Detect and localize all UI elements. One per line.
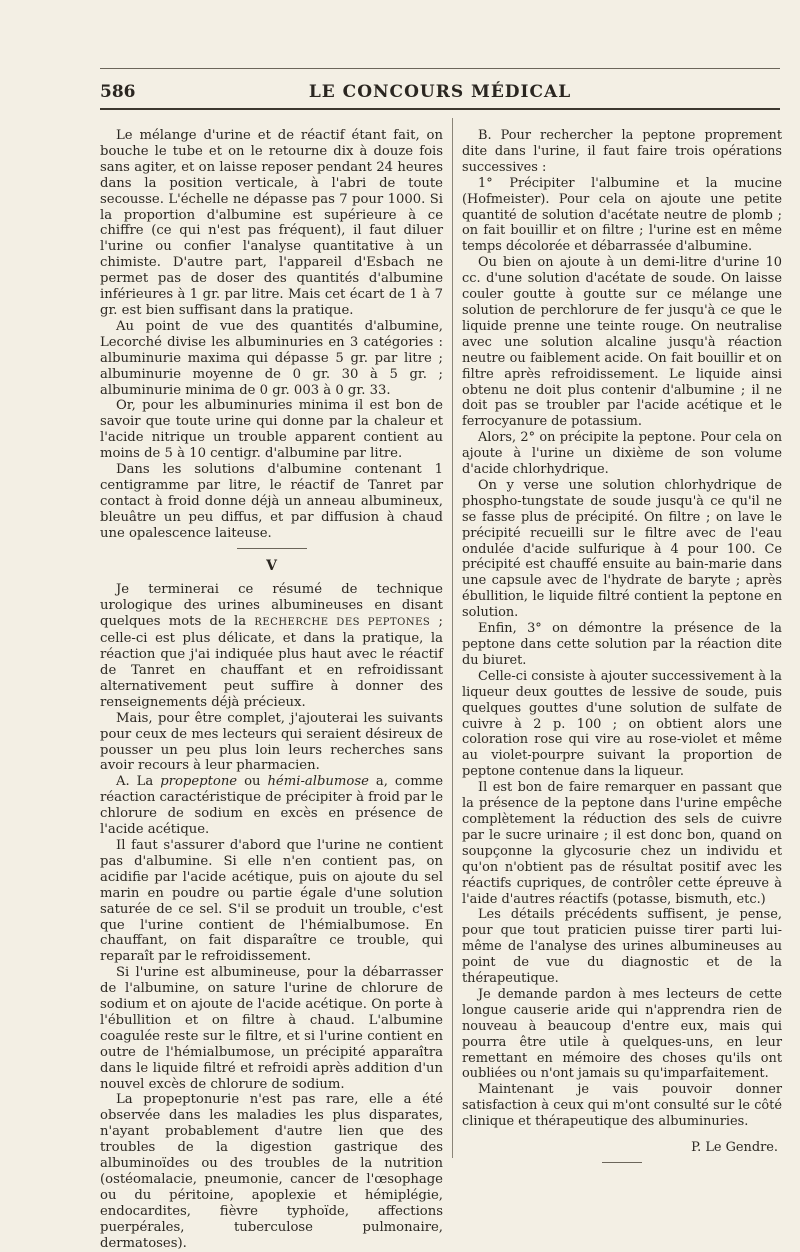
page-number: 586 [100,82,136,102]
header-rule [100,108,780,110]
paragraph: Au point de vue des quantités d'albumine, Lecorché divise les albuminuries en 3 catégories : albuminurie maxima qui dépasse 5 gr. par litre ; albuminurie moyenne de 0 gr. 30 à 5 gr. ; albuminurie minima de 0 gr. 003 à 0 gr. 33. [100,318,443,398]
paragraph: La propeptonurie n'est pas rare, elle a été observée dans les maladies les plus disparates, n'ayant probablement d'autre lien que des troubles de la digestion gastrique des albuminoïdes ou des troubles de la nutrition (ostéomalacie, pneumonie, cancer de l'œsophage ou du péritoine, apoplexie et hémiplégie, endocardites, fièvre typhoïde, affections puerpérales, tuberculose pulmonaire, dermatoses). [100,1092,443,1251]
paragraph: 1° Précipiter l'albumine et la mucine (Hofmeister). Pour cela on ajoute une petite quantité de solution d'acétate neutre de plomb ; on fait bouillir et on filtre ; l'urine est en même temps décolorée et débarrassée d'albumine. [462,175,782,255]
section-divider [237,548,307,549]
top-rule [100,68,780,69]
paragraph: B. Pour rechercher la peptone proprement dite dans l'urine, il faut faire trois opérations successives : [462,128,782,175]
paragraph: Le mélange d'urine et de réactif étant fait, on bouche le tube et on le retourne dix à douze fois sans agiter, et on laisse reposer pendant 24 heures dans la position verticale, à l'abri de toute secousse. L'échelle ne dépasse pas 7 pour 1000. Si la proportion d'albumine est supérieure à ce chiffre (ce qui n'est pas fréquent), il faut diluer l'urine ou confier l'analyse quantitative à un chimiste. D'autre part, l'appareil d'Esbach ne permet pas de doser des quantités d'albumine inférieures à 1 gr. par litre. Mais cet écart de 1 à 7 gr. est bien suffisant dans la pratique. [100,128,443,318]
paragraph: Il est bon de faire remarquer en passant que la présence de la peptone dans l'urine empêche complètement la réduction des sels de cuivre par le sucre urinaire ; il est donc bon, quand on soupçonne la glycosurie chez un individu et qu'on n'obtient pas de résultat positif avec les réactifs cupriques, de contrôler cette épreuve à l'aide d'autres réactifs (potasse, bismuth, etc.) [462,780,782,907]
paragraph: On y verse une solution chlorhydrique de phospho-tungstate de soude jusqu'à ce qu'il ne se fasse plus de précipité. On filtre ; on lave le précipité recueilli sur le filtre avec de l'eau ondulée d'acide sulfurique à 4 pour 100. Ce précipité est chauffé ensuite au bain-marie dans une capsule avec de l'hydrate de baryte ; après ébullition, le liquide filtré contient la peptone en solution. [462,477,782,621]
paragraph [100,582,443,710]
column-divider [452,118,453,1158]
left-column [100,128,443,1252]
paragraph: Les détails précédents suffisent, je pense, pour que tout praticien puisse tirer parti lui-même de l'analyse des urines albumineuses au point de vue du diagnostic et de la thérapeutique. [462,907,782,987]
paragraph: Dans les solutions d'albumine contenant 1 centigramme par litre, le réactif de Tanret par contact à froid donne déjà un anneau albumineux, bleuâtre un peu diffus, et par diffusion à chaud une opalescence laiteuse. [100,462,443,541]
section-number: V [266,557,277,574]
text-run: Je terminerai ce résumé de technique urologique des urines albumineuses en disant quelques mots de la [100,582,443,630]
text-run: a, comme réaction caractéristique de précipiter à froid par le chlorure de sodium en excès en présence de l'acide acétique. [100,774,444,838]
end-rule [602,1162,642,1163]
journal-title: LE CONCOURS MÉDICAL [308,82,572,102]
paragraph: Il faut s'assurer d'abord que l'urine ne contient pas d'albumine. Si elle n'en contient pas, on acidifie par l'acide acétique, puis on ajoute du sel marin en poudre ou partie égale d'une solution saturée de ce sel. S'il se produit un trouble, c'est que l'urine contient de l'hémialbumose. En chauffant, on fait disparaître ce trouble, qui reparaît par le refroidissement. [100,837,443,965]
paragraph: Si l'urine est albumineuse, pour la débarrasser de l'albumine, on sature l'urine de chlorure de sodium et on ajoute de l'acide acétique. On porte à l'ébullition et on filtre à chaud. L'albumine coagulée reste sur le filtre, et si l'urine contient en outre de l'hémialbumose, un précipité apparaîtra dans le liquide filtré et refroidi après addition d'un nouvel excès de chlorure de sodium. [100,965,443,1092]
paragraph: Ou bien on ajoute à un demi-litre d'urine 10 cc. d'une solution d'acétate de soude. On laisse couler goutte à goutte sur ce mélange une solution de perchlorure de fer jusqu'à ce que le liquide prenne une teinte rouge. On neutralise avec une solution alcaline jusqu'à réaction neutre ou faiblement acide. On fait bouillir et on filtre après refroidissement. Le liquide ainsi obtenu ne doit plus contenir d'albumine ; il ne doit pas se troubler par l'acide acétique et le ferrocyanure de potassium. [462,255,782,430]
paragraph: Maintenant je vais pouvoir donner satisfaction à ceux qui m'ont consulté sur le côté clinique et thérapeutique des albuminuries. [462,1082,782,1130]
small-caps-term: RECHERCHE DES PEPTONES [254,617,431,629]
paragraph: Alors, 2° on précipite la peptone. Pour cela on ajoute à l'urine un dixième de son volume d'acide chlorhydrique. [462,430,782,478]
right-column [462,128,782,1163]
paragraph: Or, pour les albuminuries minima il est bon de savoir que toute urine qui donne par la chaleur et l'acide nitrique un trouble apparent contient au moins de 5 à 10 centigr. d'albumine par litre. [100,398,443,462]
italic-term: hémi-albumose [267,774,369,790]
paragraph: Celle-ci consiste à ajouter successivement à la liqueur deux gouttes de lessive de soude, puis quelques gouttes d'une solution de sulfate de cuivre à 2 p. 100 ; on obtient alors une coloration rose qui vire au rose-violet et même au violet-pourpre suivant la proportion de peptone contenue dans la liqueur. [462,668,782,780]
paragraph [100,774,443,838]
page-header [100,80,780,106]
italic-term: propeptone [160,774,238,790]
paragraph: Je demande pardon à mes lecteurs de cette longue causerie aride qui n'apprendra rien de nouveau à beaucoup d'entre eux, mais qui pourra être utile à quelques-uns, en leur remettant en mémoire des choses qu'ils ont oubliées ou n'ont jamais su qu'imparfaitement. [462,986,782,1082]
paragraph: Mais, pour être complet, j'ajouterai les suivants pour ceux de mes lecteurs qui seraient désireux de pousser un peu plus loin leurs recherches sans avoir recours à leur pharmacien. [100,710,443,774]
text-run: A. La [116,774,154,790]
author-signature: P. Le Gendre. [691,1140,778,1156]
text-run: ou [244,774,261,790]
paragraph: Enfin, 3° on démontre la présence de la peptone dans cette solution par la réaction dite du biuret. [462,621,782,668]
text-run: ; celle-ci est plus délicate, et dans la pratique, la réaction que j'ai indiquée plus haut avec le réactif de Tanret en chauffant et en refroidissant alternativement peut suffire à donner des renseignements déjà précieux. [100,614,443,710]
